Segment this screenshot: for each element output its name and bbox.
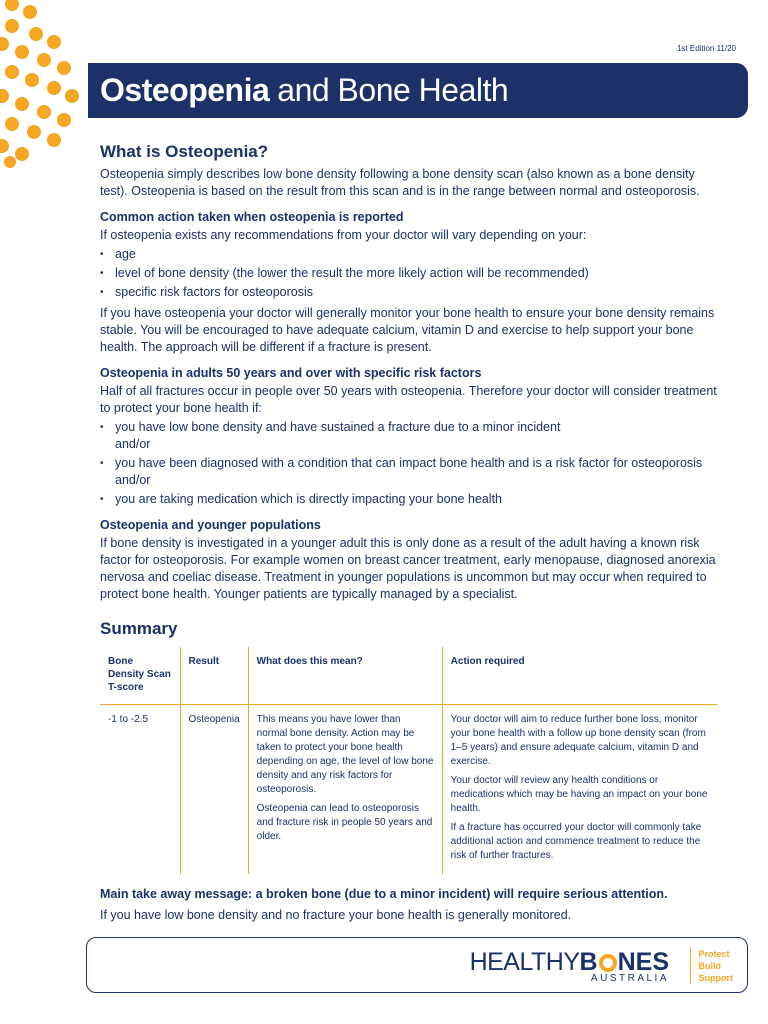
decorative-dots <box>0 0 90 170</box>
logo-o-icon <box>599 954 617 972</box>
list-item: • age <box>100 246 725 263</box>
younger-body: If bone density is investigated in a younger adult this is only done as a result of the adult having a known risk factor for osteoporosis. For example women on breast cancer treatment, early menopause, diagnosed anorexia nervosa and coeliac disease. Treatment in younger populations is uncommon but may occur when required to protect bone health. Younger patients are typically managed by a specialist. <box>100 536 716 601</box>
header-tscore: Bone Density Scan T-score <box>108 656 171 693</box>
list-item: • specific risk factors for osteoporosis <box>100 284 725 301</box>
title-banner <box>88 63 748 118</box>
list-item: • level of bone density (the lower the result the more likely action will be recommended) <box>100 265 725 282</box>
common-list <box>100 246 725 301</box>
cell-result: Osteopenia <box>180 705 248 875</box>
adults-list <box>100 419 725 508</box>
younger-heading: Osteopenia and younger populations <box>100 518 321 532</box>
healthy-bones-logo: HEALTHYB NES AUSTRALIA <box>469 948 669 984</box>
summary-heading: Summary <box>100 619 178 638</box>
what-heading: What is Osteopenia? <box>100 142 269 161</box>
summary-table <box>100 647 717 874</box>
adults-heading: Osteopenia in adults 50 years and over with specific risk factors <box>100 366 482 380</box>
table-header-row <box>100 647 717 705</box>
cell-meaning: This means you have lower than normal bone density. Action may be taken to protect your bone health depending on age, the level of low bone density and any risk factors for osteoporosis. Osteopenia can lead to osteoporosis and fracture risk in people 50 years and older. <box>248 705 442 875</box>
title-rest: and Bone Health <box>277 72 509 108</box>
list-item: • you are taking medication which is directly impacting your bone health <box>100 491 725 508</box>
common-intro: If osteopenia exists any recommendations from your doctor will vary depending on your: <box>100 228 587 242</box>
what-body: Osteopenia simply describes low bone density following a bone density scan (also known as a bone density test). Osteopenia is based on the result from this scan and is in the range between normal and osteoporosis. <box>100 167 700 198</box>
footer-box <box>86 937 748 993</box>
table-row <box>100 705 717 875</box>
list-item: • you have been diagnosed with a condition that can impact bone health and is a risk factor for osteoporosis and/or <box>100 455 725 489</box>
andor-label: and/or <box>115 437 151 451</box>
main-content <box>100 142 725 924</box>
header-meaning: What does this mean? <box>248 647 442 705</box>
common-heading: Common action taken when osteopenia is reported <box>100 210 404 224</box>
list-item: • you have low bone density and have sustained a fracture due to a minor incident and/or <box>100 419 725 453</box>
adults-intro: Half of all fractures occur in people over 50 years with osteopenia. Therefore your doctor will consider treatment to protect your bone health if: <box>100 384 717 415</box>
monitoring-note: If you have low bone density and no fracture your bone health is generally monitored. <box>100 908 572 922</box>
tagline: Protect Build Support <box>690 948 734 984</box>
cell-action: Your doctor will aim to reduce further bone loss, monitor your bone health with a follow up bone density scan (from 1–5 years) and ensure adequate calcium, vitamin D and exercise. Your doctor will review any health conditions or medications which may be having an impact on your bone health. If a fracture has occurred your doctor will commonly take additional action and commence treatment to reduce the risk of further fractures. <box>442 705 717 875</box>
header-action: Action required <box>442 647 717 705</box>
common-body: If you have osteopenia your doctor will generally monitor your bone health to ensure your bone density remains stable. You will be encouraged to have adequate calcium, vitamin D and exercise to help support your bone health. The approach will be different if a fracture is present. <box>100 306 715 354</box>
edition-label: 1st Edition 11/20 <box>676 44 736 53</box>
logo-australia: AUSTRALIA <box>590 973 669 984</box>
title-bold: Osteopenia <box>100 72 270 108</box>
andor-label: and/or <box>115 473 151 487</box>
cell-tscore: -1 to -2.5 <box>108 714 149 725</box>
header-result: Result <box>180 647 248 705</box>
takeaway-message: Main take away message: a broken bone (due to a minor incident) will require serious attention. <box>100 887 668 901</box>
